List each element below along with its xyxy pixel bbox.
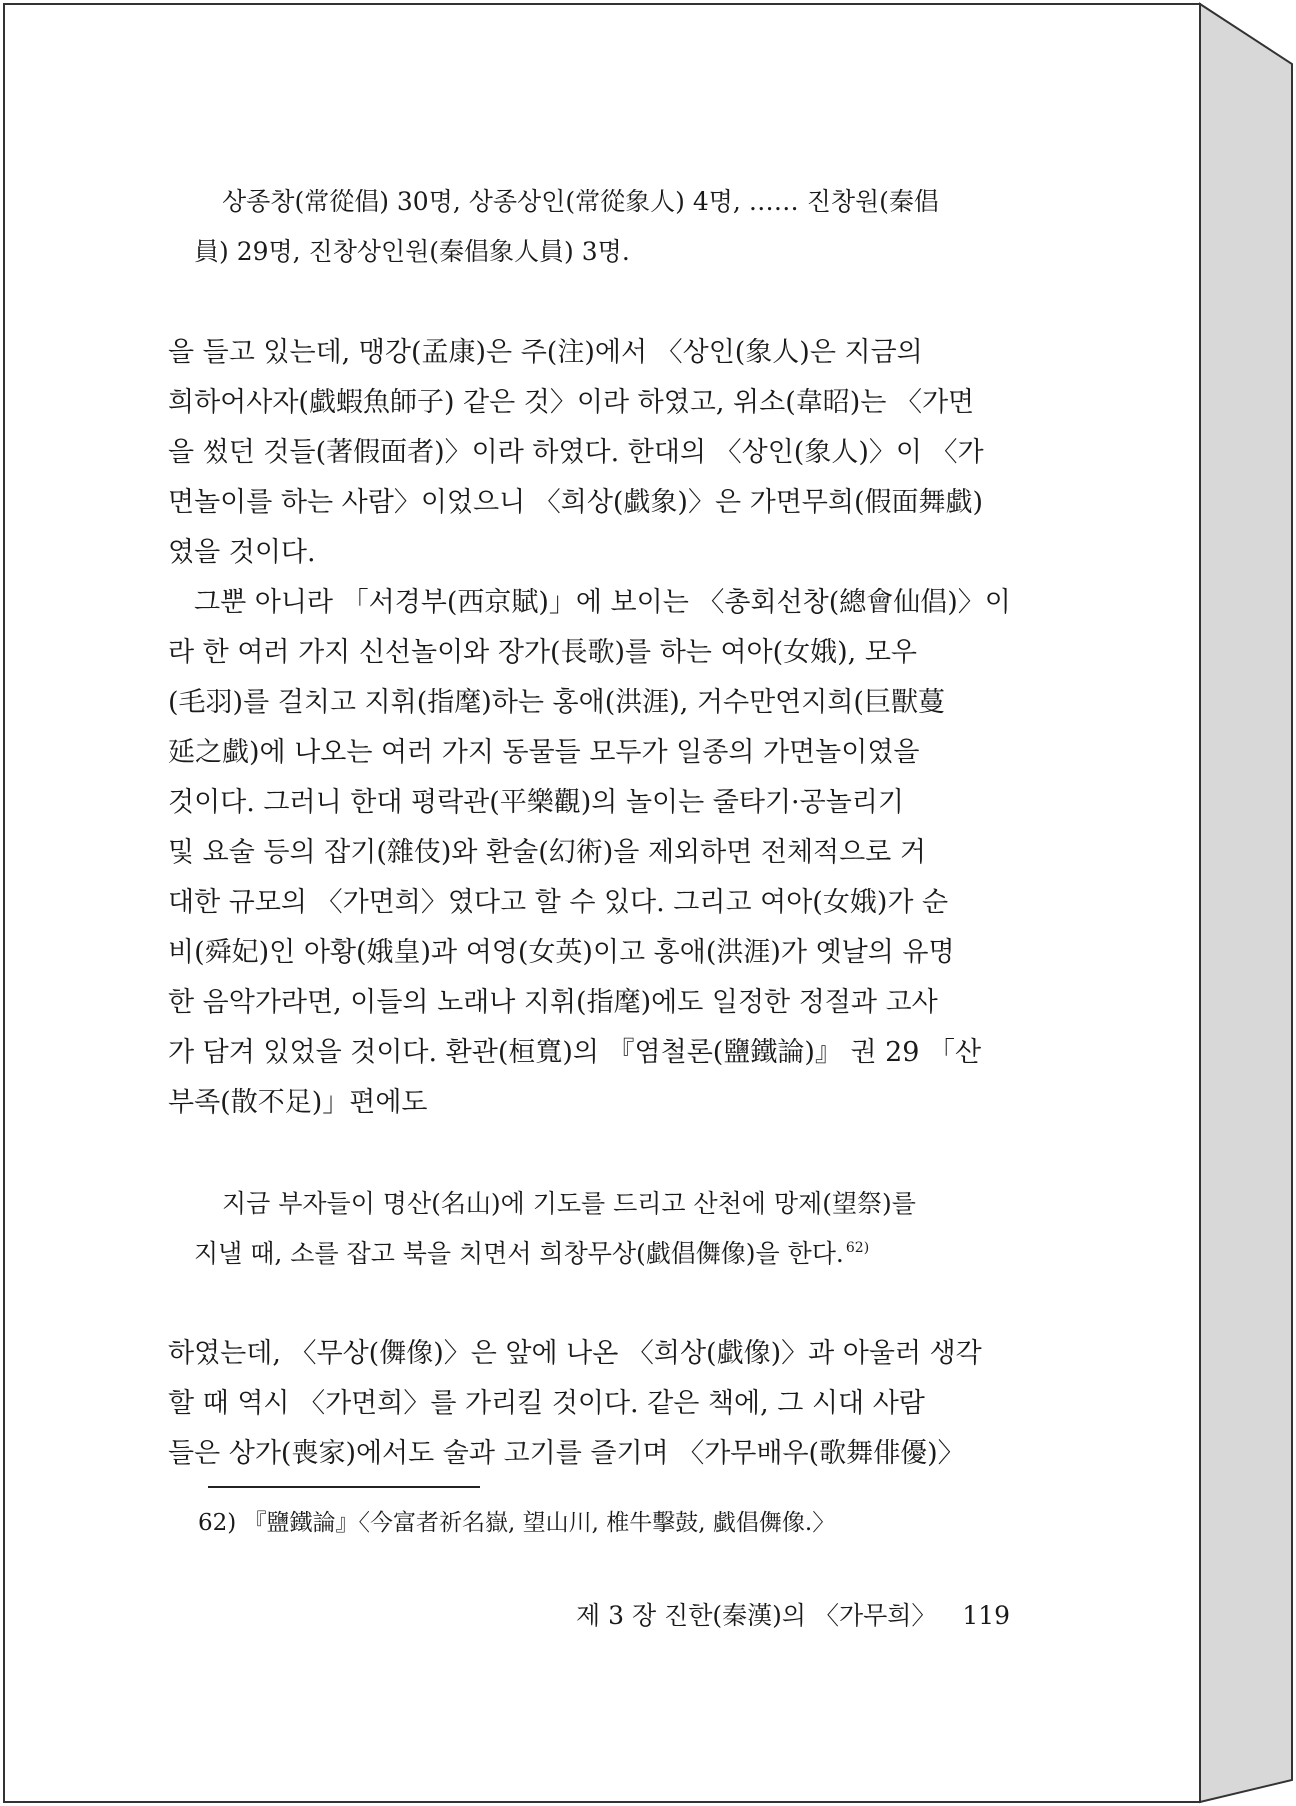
quote-line: 員) 29명, 진창상인원(秦倡象人員) 3명. (194, 237, 630, 266)
footnote: 62) 『鹽鐵論』〈今富者祈名嶽, 望山川, 椎牛擊鼓, 戱倡儛像.〉 (198, 1510, 836, 1536)
body-line: 延之戱)에 나오는 여러 가지 동물들 모두가 일종의 가면놀이였을 (168, 737, 920, 768)
body-line: 부족(散不足)」편에도 (168, 1087, 428, 1118)
body-line: 대한 규모의 〈가면희〉였다고 할 수 있다. 그리고 여아(女娥)가 순 (168, 887, 949, 918)
body-line: 가 담겨 있었을 것이다. 환관(桓寬)의 『염철론(鹽鐵論)』 권 29 「산 (168, 1037, 982, 1068)
body-line: 것이다. 그러니 한대 평락관(平樂觀)의 놀이는 줄타기·공놀리기 (168, 787, 904, 818)
quote-text: 지낼 때, 소를 잡고 북을 치면서 희창무상(戱倡儛像)을 한다. (194, 1239, 844, 1268)
body-line: 을 들고 있는데, 맹강(孟康)은 주(注)에서 〈상인(象人)은 지금의 (168, 337, 923, 368)
body-line: 였을 것이다. (168, 537, 316, 568)
footnote-divider (208, 1486, 480, 1488)
body-line: 할 때 역시 〈가면희〉를 가리킬 것이다. 같은 책에, 그 시대 사람 (168, 1388, 925, 1419)
body-line: 하였는데, 〈무상(儛像)〉은 앞에 나온 〈희상(戱像)〉과 아울러 생각 (168, 1338, 982, 1369)
body-line: 그뿐 아니라 「서경부(西京賦)」에 보이는 〈총회선창(總會仙倡)〉이 (194, 587, 1011, 618)
page-number: 119 (962, 1601, 1011, 1630)
quote-line: 지금 부자들이 명산(名山)에 기도를 드리고 산천에 망제(望祭)를 (222, 1189, 916, 1218)
body-line: 비(舜妃)인 아황(娥皇)과 여영(女英)이고 홍애(洪涯)가 옛날의 유명 (168, 937, 955, 968)
chapter-title: 제 3 장 진한(秦漢)의 〈가무희〉 (576, 1601, 937, 1630)
body-line: 희하어사자(戱蝦魚師子) 같은 것〉이라 하였고, 위소(韋昭)는 〈가면 (168, 387, 975, 418)
body-line: 한 음악가라면, 이들의 노래나 지휘(指麾)에도 일정한 정절과 고사 (168, 987, 938, 1018)
body-line: 면놀이를 하는 사람〉이었으니 〈희상(戱象)〉은 가면무희(假面舞戱) (168, 487, 984, 518)
body-line: (毛羽)를 걸치고 지휘(指麾)하는 홍애(洪涯), 거수만연지희(巨獸蔓 (168, 687, 945, 718)
body-line: 및 요술 등의 잡기(雜伎)와 환술(幻術)을 제외하면 전체적으로 거 (168, 837, 926, 868)
book-page (8, 6, 1198, 1798)
footnote-marker: 62) (845, 1240, 870, 1256)
quote-line (194, 1241, 869, 1266)
quote-line: 상종창(常從倡) 30명, 상종상인(常從象人) 4명, …… 진창원(秦倡 (222, 187, 939, 216)
running-footer (576, 1596, 1010, 1632)
body-line: 라 한 여러 가지 신선놀이와 장가(長歌)를 하는 여아(女娥), 모우 (168, 637, 918, 668)
body-line: 을 썼던 것들(著假面者)〉이라 하였다. 한대의 〈상인(象人)〉이 〈가 (168, 437, 984, 468)
body-line: 들은 상가(喪家)에서도 술과 고기를 즐기며 〈가무배우(歌舞俳優)〉 (168, 1438, 965, 1469)
